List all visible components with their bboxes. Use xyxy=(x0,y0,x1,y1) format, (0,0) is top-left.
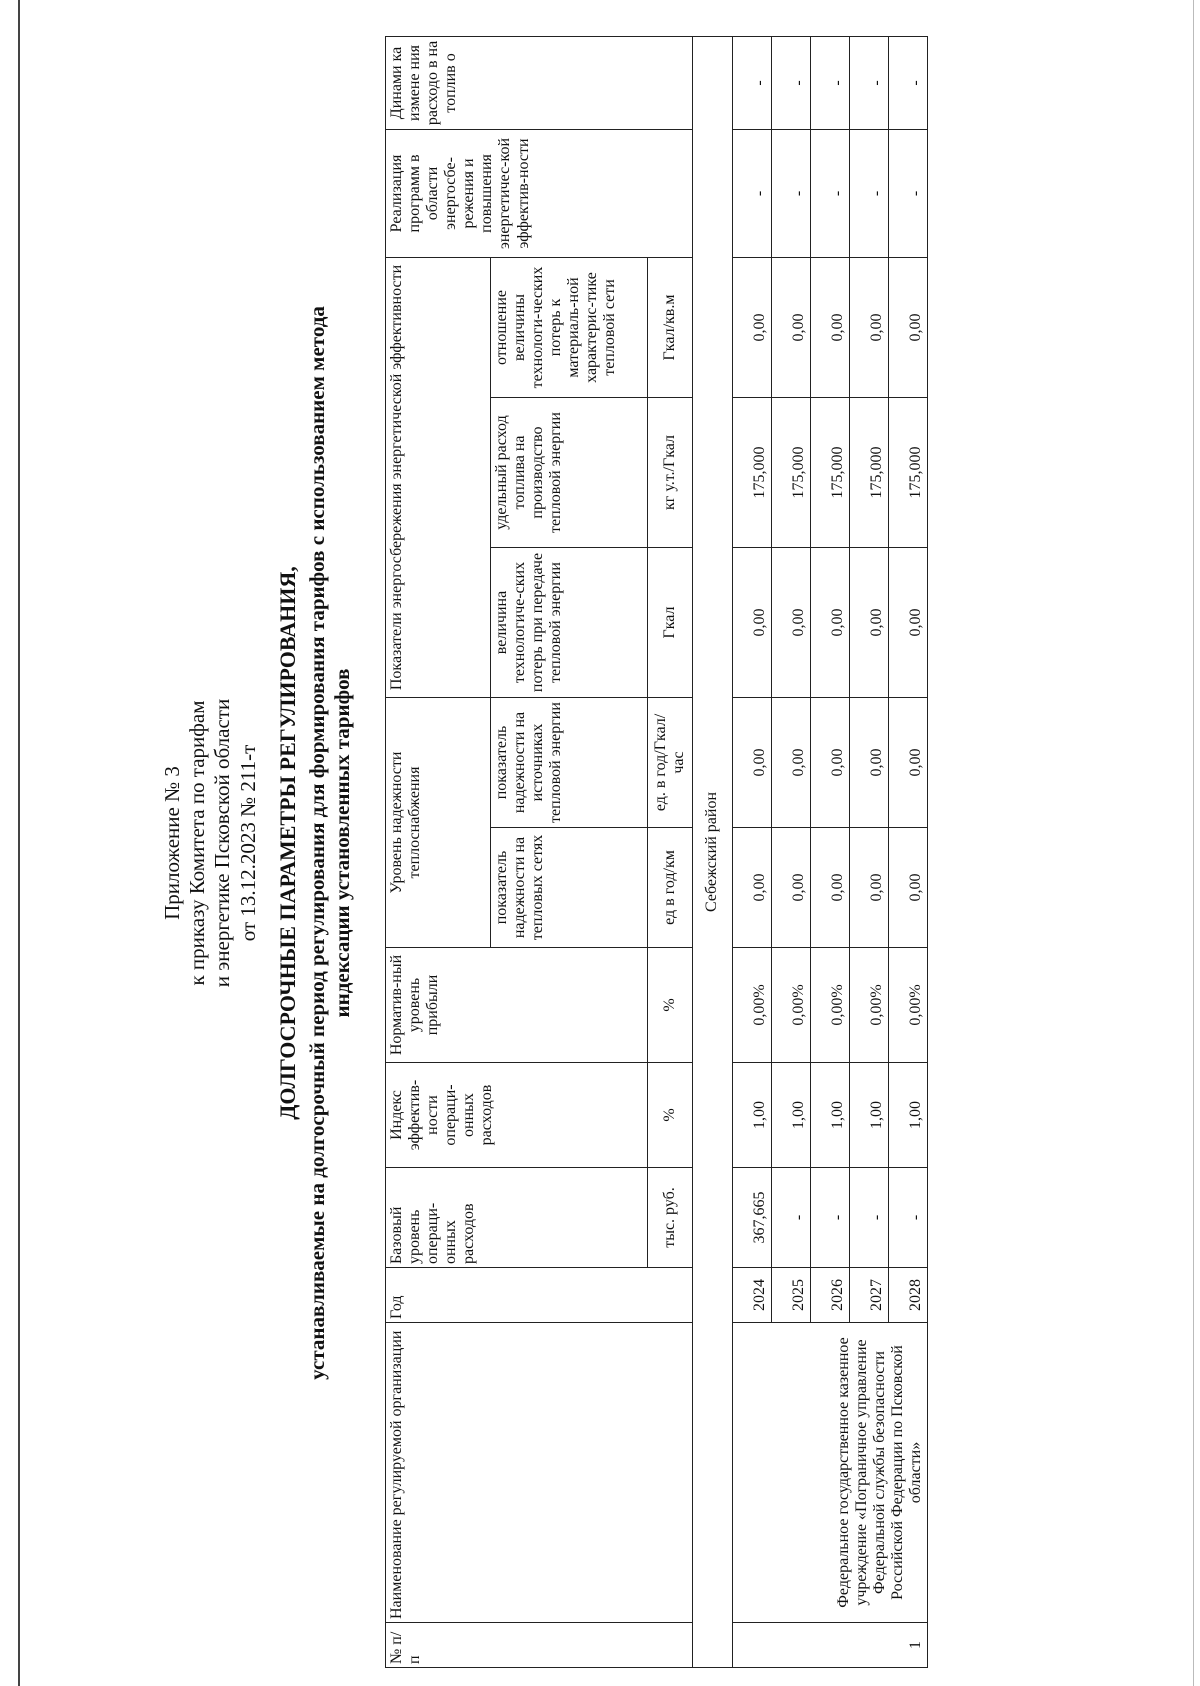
cell-year: 2025 xyxy=(772,1268,811,1323)
header-normative-profit: Норматив-ный уровень прибыли xyxy=(386,948,648,1063)
cell-reliability-sources: 0,00 xyxy=(850,698,889,828)
cell-reliability-networks: 0,00 xyxy=(811,828,850,948)
cell-efficiency-index: 1,00 xyxy=(850,1063,889,1168)
cell-normative-profit: 0,00% xyxy=(850,948,889,1063)
cell-specific-fuel: 175,000 xyxy=(850,398,889,548)
unit-specific-fuel: кг у.т./Гкал xyxy=(648,398,693,548)
cell-reliability-networks: 0,00 xyxy=(733,828,772,948)
cell-normative-profit: 0,00% xyxy=(889,948,928,1063)
cell-year: 2026 xyxy=(811,1268,850,1323)
unit-base-opex: тыс. руб. xyxy=(648,1168,693,1268)
unit-normative-profit: % xyxy=(648,948,693,1063)
header-losses-ratio: отношение величины технологи-ческих потерь к материаль-ной характерис-тике тепловой сети xyxy=(491,257,648,397)
cell-year: 2028 xyxy=(889,1268,928,1323)
cell-reliability-networks: 0,00 xyxy=(889,828,928,948)
cell-reliability-sources: 0,00 xyxy=(811,698,850,828)
cell-base-opex: - xyxy=(811,1168,850,1268)
cell-losses-ratio: 0,00 xyxy=(733,257,772,397)
cell-specific-fuel: 175,000 xyxy=(889,398,928,548)
org-number: 1 xyxy=(733,1623,928,1668)
header-year: Год xyxy=(386,1268,693,1323)
org-name-cell: Федеральное государственное казенное учреждение «Пограничное управление Федеральной службы безопасности Российской Федерации по Псковской области» xyxy=(733,1323,928,1623)
cell-efficiency-index: 1,00 xyxy=(772,1063,811,1168)
appendix-date-line: от 13.12.2023 № 211-т xyxy=(235,744,260,942)
cell-year: 2027 xyxy=(850,1268,889,1323)
cell-specific-fuel: 175,000 xyxy=(811,398,850,548)
unit-efficiency-index: % xyxy=(648,1063,693,1168)
header-reliability-networks: показатель надежности на тепловых сетях xyxy=(491,828,648,948)
cell-fuel-dynamics: - xyxy=(889,36,928,129)
cell-normative-profit: 0,00% xyxy=(772,948,811,1063)
cell-specific-fuel: 175,000 xyxy=(733,398,772,548)
header-reliability-group: Уровень надежности теплоснабжения xyxy=(386,698,491,948)
cell-base-opex: - xyxy=(772,1168,811,1268)
unit-reliability-sources: ед. в год/Гкал/ час xyxy=(648,698,693,828)
cell-reliability-sources: 0,00 xyxy=(772,698,811,828)
cell-technological-losses: 0,00 xyxy=(811,548,850,698)
cell-programs: - xyxy=(850,129,889,257)
cell-normative-profit: 0,00% xyxy=(733,948,772,1063)
header-base-opex: Базовый уровень операци-онных расходов xyxy=(386,1168,648,1268)
cell-losses-ratio: 0,00 xyxy=(889,257,928,397)
appendix-committee-line: и энергетике Псковской области xyxy=(210,698,235,988)
header-reliability-sources: показатель надежности на источниках тепловой энергии xyxy=(491,698,648,828)
header-specific-fuel: удельный расход топлива на производство тепловой энергии xyxy=(491,398,648,548)
cell-efficiency-index: 1,00 xyxy=(889,1063,928,1168)
cell-fuel-dynamics: - xyxy=(811,36,850,129)
cell-losses-ratio: 0,00 xyxy=(850,257,889,397)
header-fuel-dynamics: Динами ка измене ния расходо в на топлив о xyxy=(386,36,693,129)
rotated-page xyxy=(35,18,1195,1668)
header-org-name: Наименование регулируемой организации xyxy=(386,1323,693,1623)
appendix-number: Приложение № 3 xyxy=(160,766,184,920)
cell-reliability-networks: 0,00 xyxy=(850,828,889,948)
header-efficiency-index: Индекс эффектив-ности операци-онных расходов xyxy=(386,1063,648,1168)
header-technological-losses: величина технологиче-ских потерь при передаче тепловой энергии xyxy=(491,548,648,698)
cell-specific-fuel: 175,000 xyxy=(772,398,811,548)
cell-reliability-networks: 0,00 xyxy=(772,828,811,948)
cell-efficiency-index: 1,00 xyxy=(811,1063,850,1168)
cell-programs: - xyxy=(811,129,850,257)
cell-technological-losses: 0,00 xyxy=(850,548,889,698)
header-energy-efficiency-group: Показатели энергосбережения энергетической эффективности xyxy=(386,257,491,697)
unit-losses-ratio: Гкал/кв.м xyxy=(648,257,693,397)
cell-technological-losses: 0,00 xyxy=(772,548,811,698)
document-subtitle xyxy=(305,18,355,1668)
scan-edge-line xyxy=(18,0,20,1686)
appendix-order-line: к приказу Комитета по тарифам xyxy=(185,700,210,986)
header-num: № п/п xyxy=(386,1623,693,1668)
cell-programs: - xyxy=(733,129,772,257)
cell-base-opex: - xyxy=(850,1168,889,1268)
cell-programs: - xyxy=(889,129,928,257)
unit-technological-losses: Гкал xyxy=(648,548,693,698)
district-row: Себежский район xyxy=(693,36,733,1667)
unit-reliability-networks: ед в год/км xyxy=(648,828,693,948)
cell-losses-ratio: 0,00 xyxy=(811,257,850,397)
cell-programs: - xyxy=(772,129,811,257)
subtitle-line-2: индексации установленных тарифов xyxy=(330,668,355,1018)
cell-year: 2024 xyxy=(733,1268,772,1323)
cell-reliability-sources: 0,00 xyxy=(889,698,928,828)
document-title: ДОЛГОСРОЧНЫЕ ПАРАМЕТРЫ РЕГУЛИРОВАНИЯ, xyxy=(275,566,300,1120)
parameters-table xyxy=(385,36,928,1668)
subtitle-line-1: устанавливаемые на долгосрочный период регулирования для формирования тарифов с использованием метода xyxy=(305,306,329,1380)
cell-fuel-dynamics: - xyxy=(772,36,811,129)
cell-fuel-dynamics: - xyxy=(850,36,889,129)
cell-fuel-dynamics: - xyxy=(733,36,772,129)
header-programs: Реализация программ в области энергосбе-режения и повышения энергетичес-кой эффектив-ности xyxy=(386,129,693,257)
cell-technological-losses: 0,00 xyxy=(889,548,928,698)
cell-base-opex: - xyxy=(889,1168,928,1268)
appendix-header xyxy=(160,18,261,1668)
cell-normative-profit: 0,00% xyxy=(811,948,850,1063)
cell-losses-ratio: 0,00 xyxy=(772,257,811,397)
cell-technological-losses: 0,00 xyxy=(733,548,772,698)
cell-base-opex: 367,665 xyxy=(733,1168,772,1268)
cell-reliability-sources: 0,00 xyxy=(733,698,772,828)
cell-efficiency-index: 1,00 xyxy=(733,1063,772,1168)
